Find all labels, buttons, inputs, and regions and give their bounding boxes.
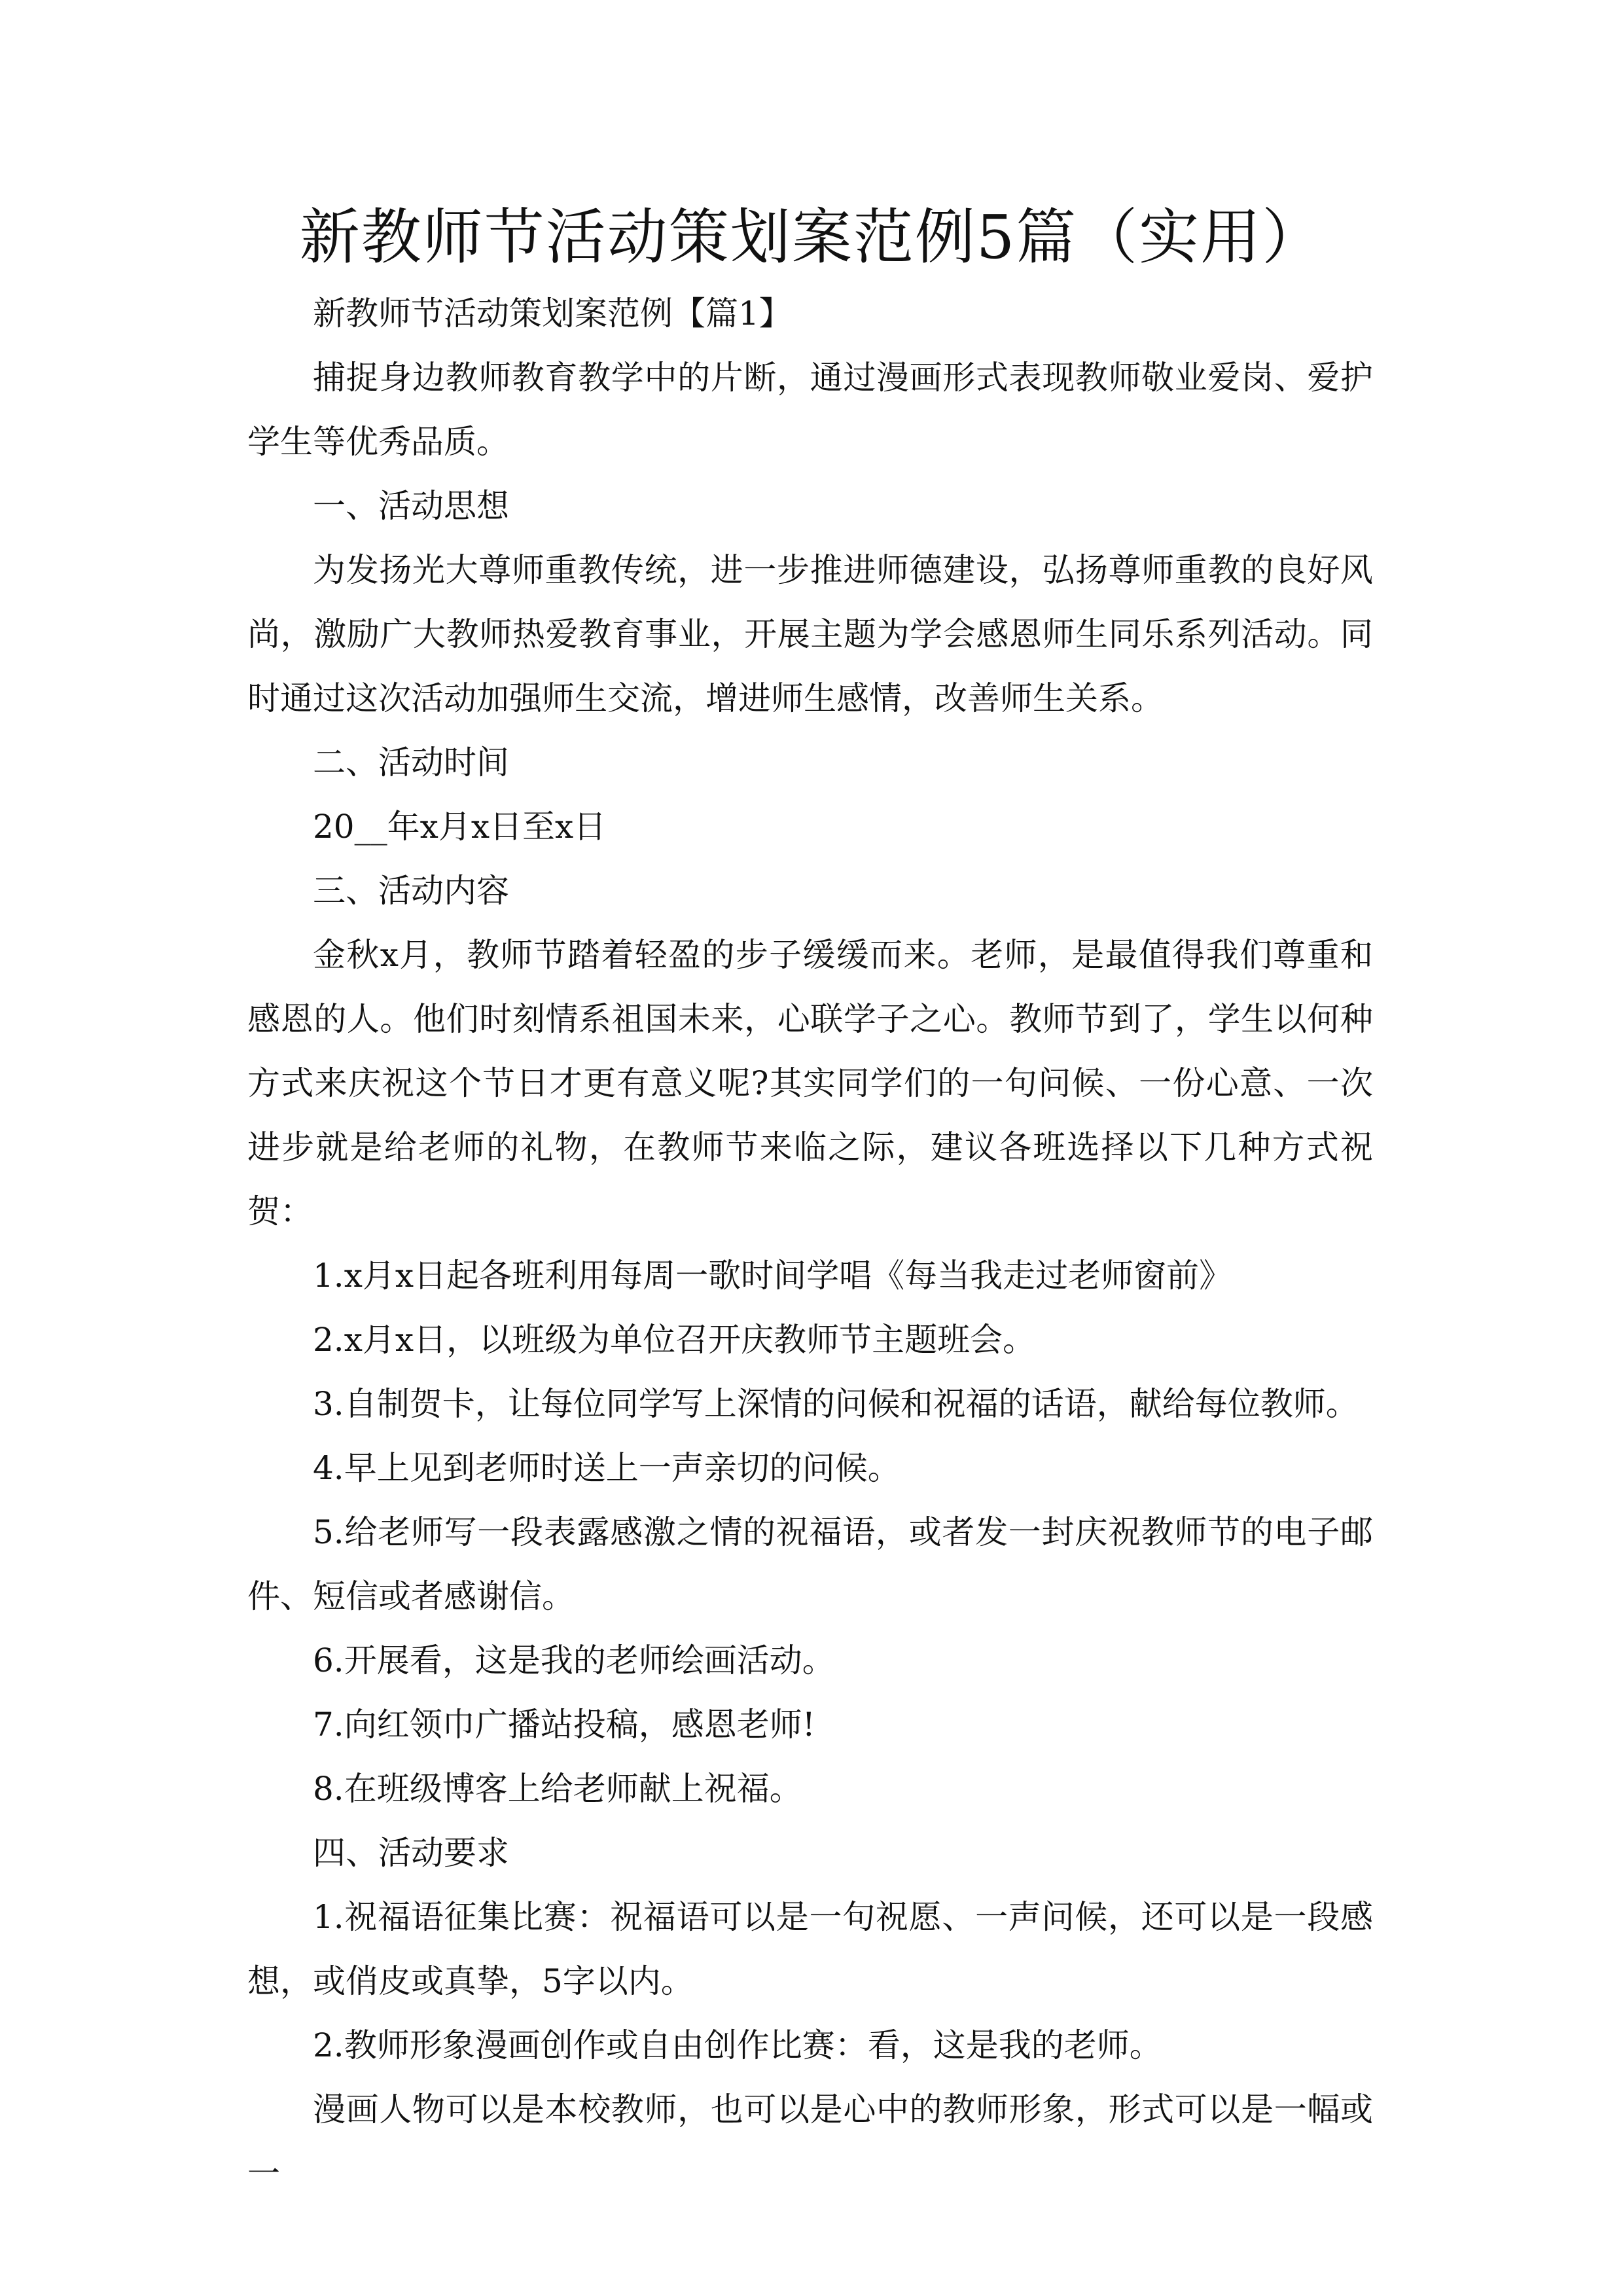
document-body	[247, 281, 1373, 2206]
list-item-6: 6.开展看，这是我的老师绘画活动。	[313, 1641, 835, 1679]
paragraph-activity-content: 金秋x月，教师节踏着轻盈的步子缓缓而来。老师，是最值得我们尊重和感恩的人。他们时刻情系祖国未来，心联学子之心。教师节到了，学生以何种方式来庆祝这个节日才更有意义呢?其实同学们的一句问候、一份心意、一次进步就是给老师的礼物，在教师节来临之际，建议各班选择以下几种方式祝贺：	[247, 936, 1373, 1230]
list-item-8: 8.在班级博客上给老师献上祝福。	[313, 1770, 802, 1808]
list-item-5: 5.给老师写一段表露感激之情的祝福语，或者发一封庆祝教师节的电子邮件、短信或者感谢信。	[247, 1513, 1373, 1615]
paragraph-activity-time: 20__年x月x日至x日	[313, 808, 607, 846]
heading-activity-content: 三、活动内容	[313, 872, 509, 910]
heading-activity-requirements: 四、活动要求	[313, 1834, 509, 1872]
list-item-7: 7.向红领巾广播站投稿，感恩老师!	[313, 1706, 815, 1744]
list-item-4: 4.早上见到老师时送上一声亲切的问候。	[313, 1449, 901, 1487]
list-item-1: 1.x月x日起各班利用每周一歌时间学唱《每当我走过老师窗前》	[313, 1257, 1232, 1295]
section-heading-part1: 新教师节活动策划案范例【篇1】	[313, 295, 792, 332]
document-title: 新教师节活动策划案范例5篇（实用）	[299, 202, 1324, 272]
heading-activity-idea: 一、活动思想	[313, 487, 509, 525]
heading-activity-time: 二、活动时间	[313, 744, 509, 781]
requirement-item-1: 1.祝福语征集比赛：祝福语可以是一句祝愿、一声问候，还可以是一段感想，或俏皮或真挚，5字以内。	[247, 1898, 1373, 2000]
list-item-2: 2.x月x日，以班级为单位召开庆教师节主题班会。	[313, 1321, 1036, 1359]
list-item-3: 3.自制贺卡，让每位同学写上深情的问候和祝福的话语，献给每位教师。	[313, 1385, 1359, 1423]
requirement-item-2: 2.教师形象漫画创作或自由创作比赛：看，这是我的老师。	[313, 2026, 1162, 2064]
paragraph-cartoon-description: 漫画人物可以是本校教师，也可以是心中的教师形象，形式可以是一幅或一	[247, 2090, 1373, 2193]
intro-paragraph: 捕捉身边教师教育教学中的片断，通过漫画形式表现教师敬业爱岗、爱护学生等优秀品质。	[247, 359, 1373, 461]
paragraph-activity-idea: 为发扬光大尊师重教传统，进一步推进师德建设，弘扬尊师重教的良好风尚，激励广大教师热爱教育事业，开展主题为学会感恩师生同乐系列活动。同时通过这次活动加强师生交流，增进师生感情，改善师生关系。	[247, 551, 1373, 717]
